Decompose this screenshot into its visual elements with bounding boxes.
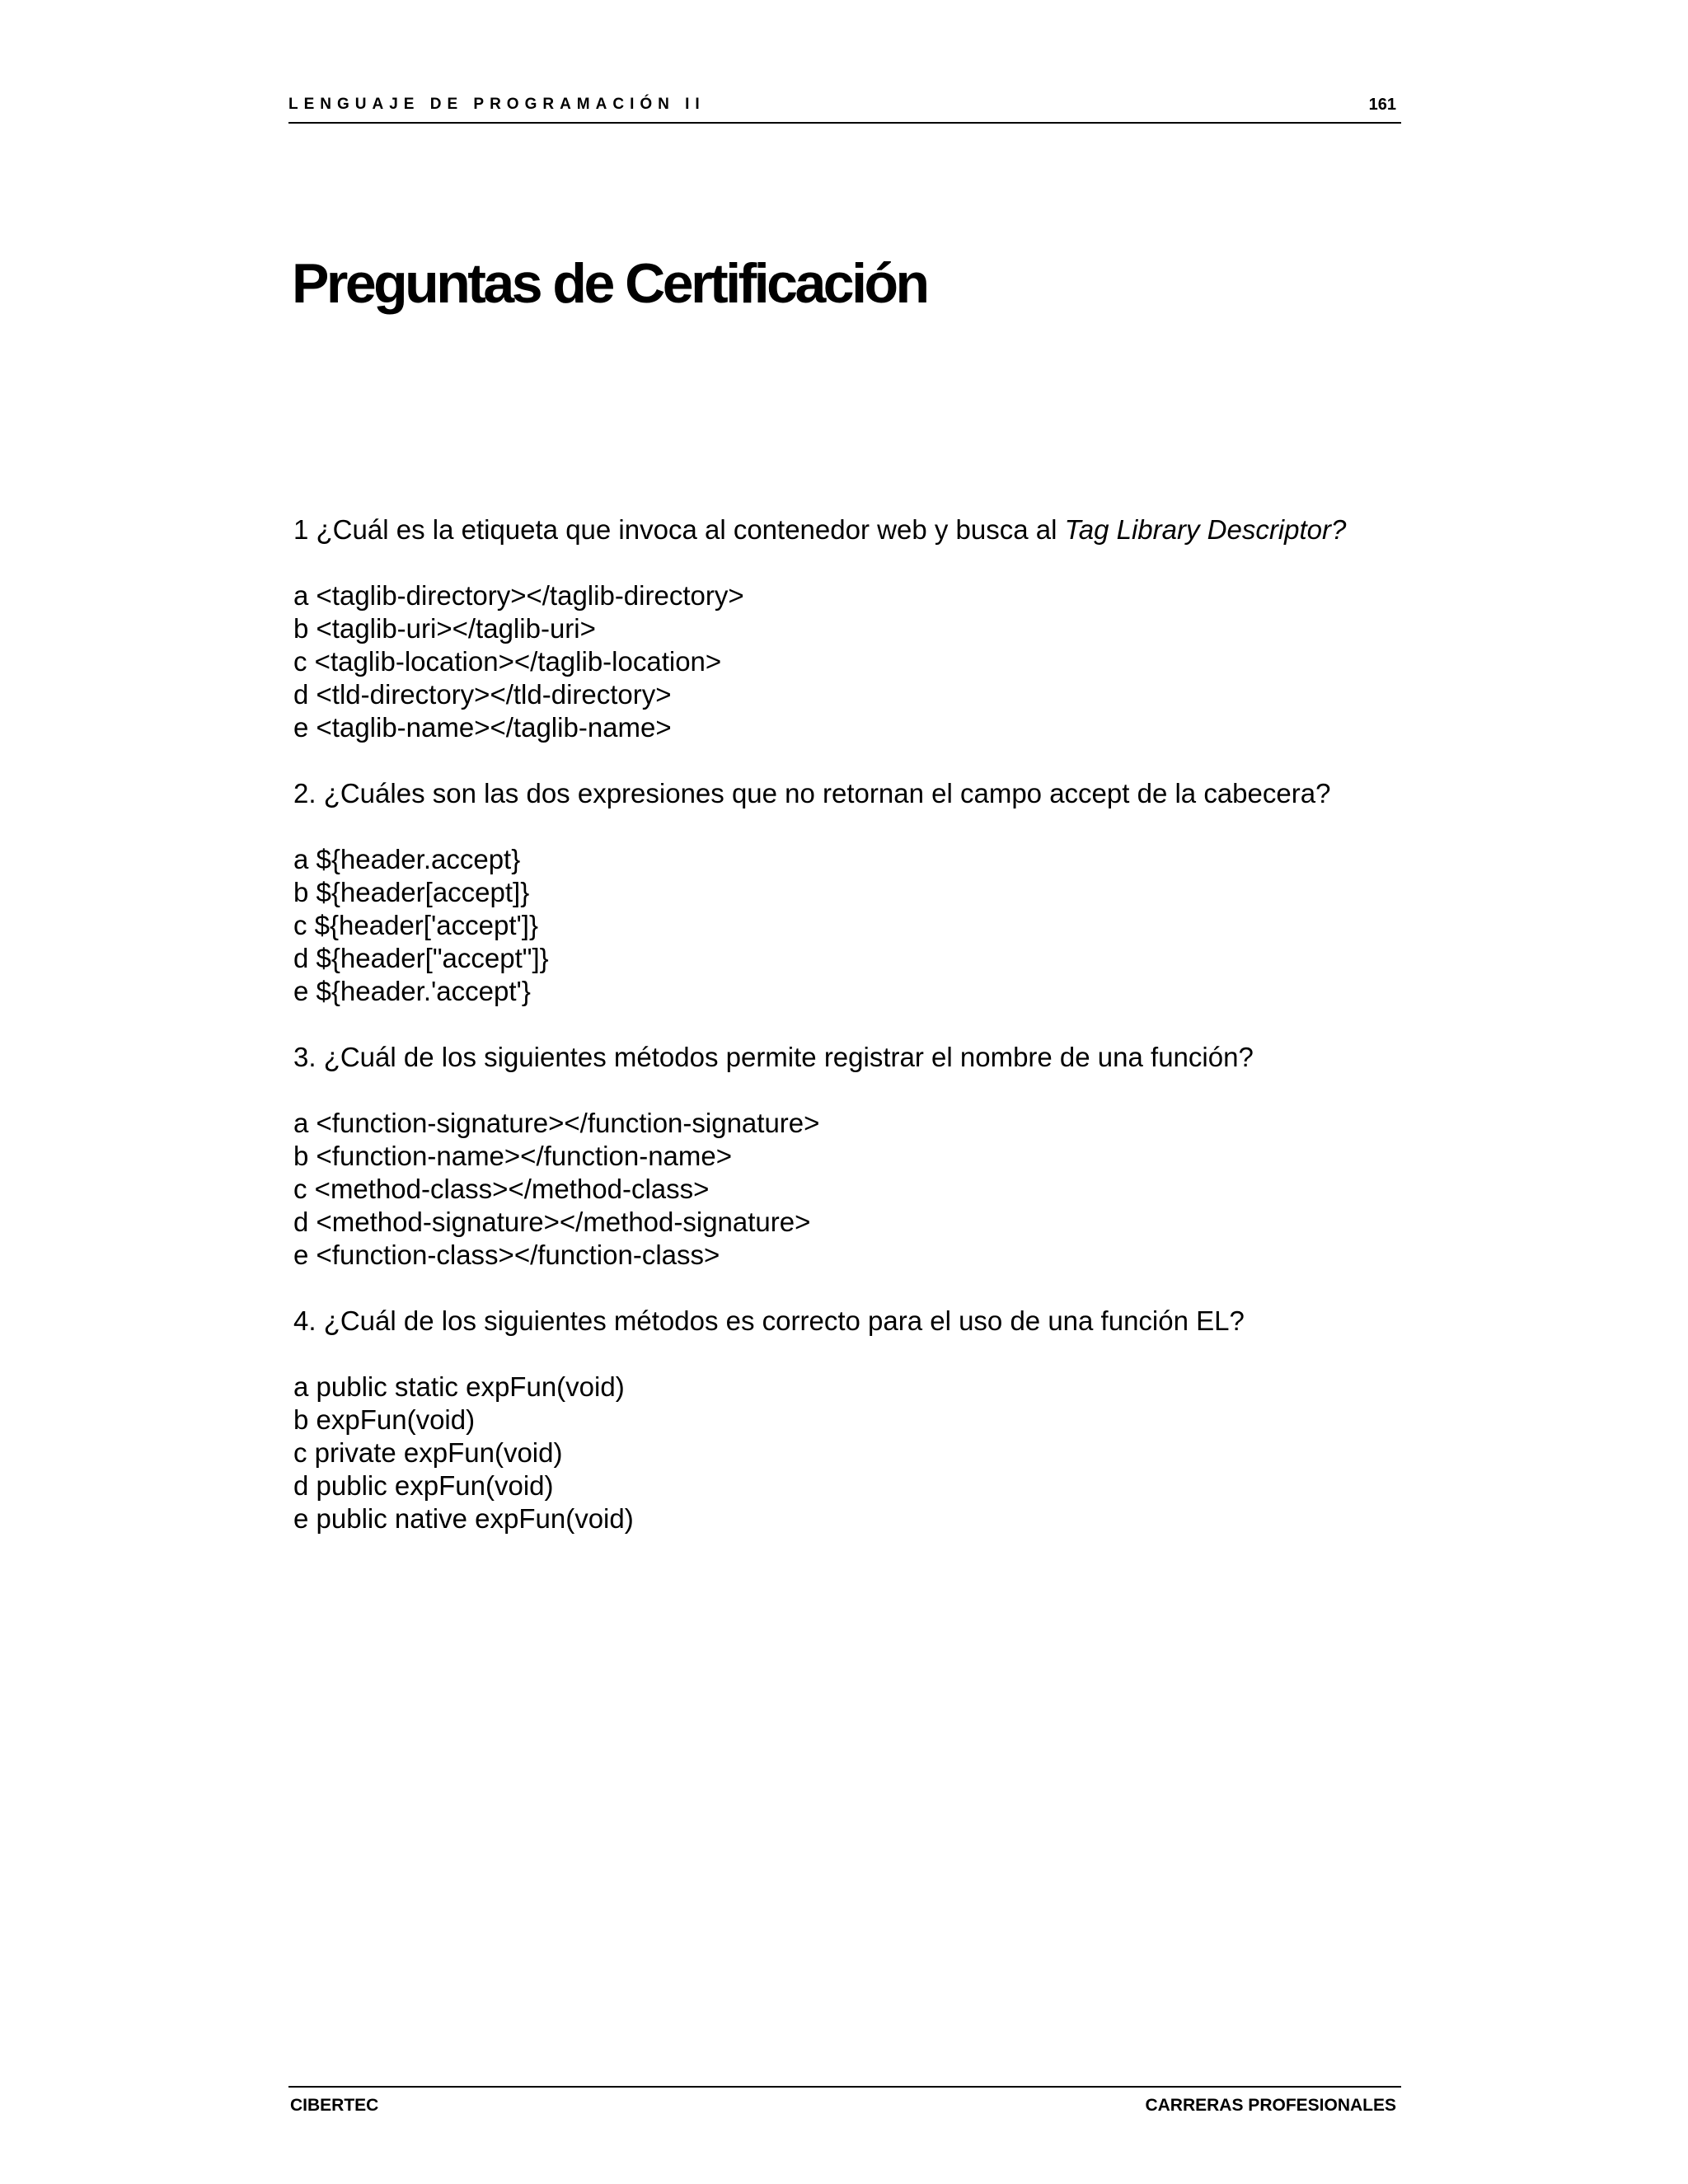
option-e: e <function-class></function-class>	[293, 1240, 720, 1270]
option-d: d public expFun(void)	[293, 1470, 554, 1501]
option-d: d ${header["accept"]}	[293, 943, 549, 973]
option-a: a <function-signature></function-signature>	[293, 1108, 820, 1138]
option-b: b expFun(void)	[293, 1404, 476, 1435]
question-text: 3. ¿Cuál de los siguientes métodos permite registrar el nombre de una función?	[293, 1042, 1254, 1072]
option-a: a public static expFun(void)	[293, 1371, 625, 1402]
option-c: c ${header['accept']}	[293, 910, 538, 940]
question-4	[293, 1305, 1398, 1535]
options-list	[293, 1371, 1398, 1535]
option-e: e <taglib-name></taglib-name>	[293, 712, 672, 743]
option-a: a <taglib-directory></taglib-directory>	[293, 580, 744, 611]
option-e: e public native expFun(void)	[293, 1503, 634, 1534]
page-title: Preguntas de Certificación	[292, 252, 927, 315]
option-c: c private expFun(void)	[293, 1437, 563, 1468]
option-b: b <function-name></function-name>	[293, 1141, 733, 1171]
option-d: d <method-signature></method-signature>	[293, 1207, 811, 1237]
question-text-italic: Tag Library Descriptor?	[1064, 514, 1347, 545]
footer-left: CIBERTEC	[290, 2096, 379, 2115]
option-b: b ${header[accept]}	[293, 877, 530, 907]
options-list	[293, 843, 1398, 1008]
page-footer	[288, 2086, 1401, 2121]
questions-section	[293, 513, 1398, 1568]
question-text: 2. ¿Cuáles son las dos expresiones que no retornan el campo accept de la cabecera?	[293, 778, 1331, 808]
page-number: 161	[1368, 96, 1396, 114]
option-c: c <method-class></method-class>	[293, 1174, 710, 1204]
options-list	[293, 1107, 1398, 1272]
page-header	[288, 92, 1401, 124]
question-2	[293, 777, 1398, 1008]
option-d: d <tld-directory></tld-directory>	[293, 679, 672, 710]
question-3	[293, 1041, 1398, 1272]
question-text-prefix: 1 ¿Cuál es la etiqueta que invoca al contenedor web y busca al	[293, 514, 1065, 545]
option-a: a ${header.accept}	[293, 844, 521, 874]
option-e: e ${header.'accept'}	[293, 976, 531, 1006]
option-b: b <taglib-uri></taglib-uri>	[293, 613, 596, 644]
header-title: LENGUAJE DE PROGRAMACIÓN II	[288, 96, 706, 113]
question-text	[293, 513, 1398, 546]
footer-right: CARRERAS PROFESIONALES	[1145, 2096, 1396, 2115]
options-list	[293, 579, 1398, 744]
option-c: c <taglib-location></taglib-location>	[293, 646, 722, 677]
question-text: 4. ¿Cuál de los siguientes métodos es correcto para el uso de una función EL?	[293, 1305, 1245, 1336]
question-1	[293, 513, 1398, 744]
